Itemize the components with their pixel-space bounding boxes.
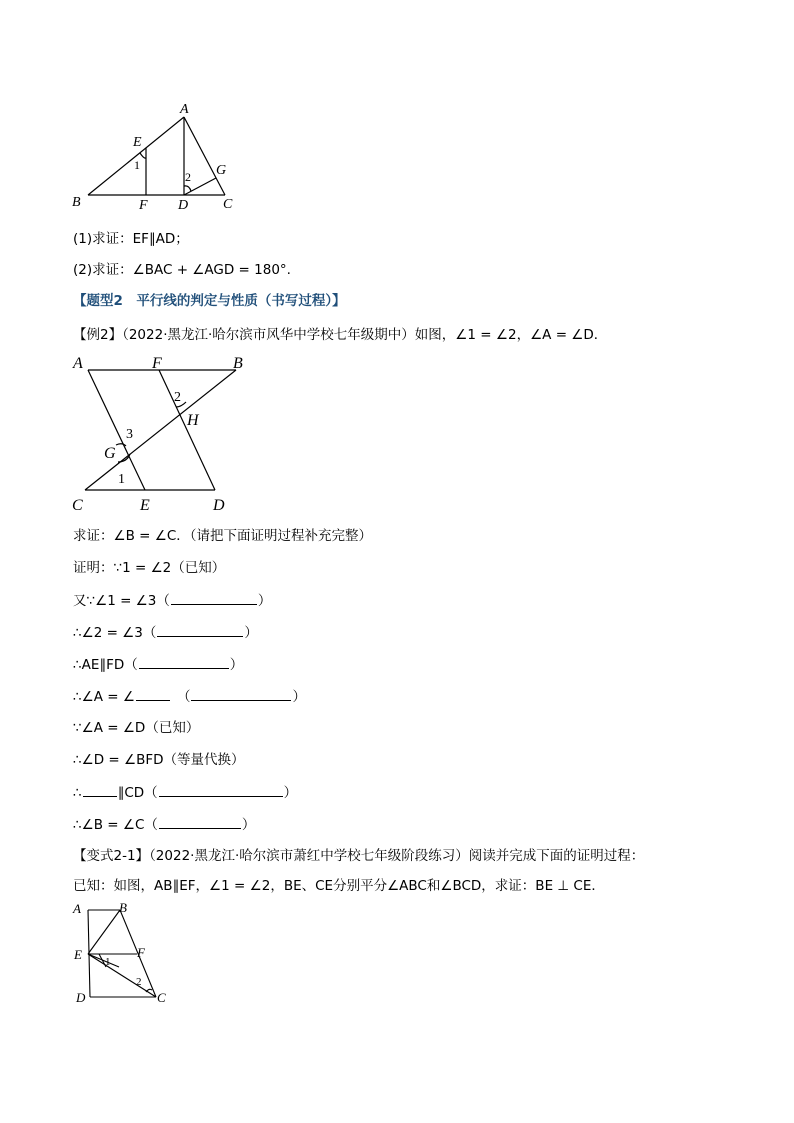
label-angle-2: 2 [136, 976, 142, 988]
proof-line-7: ∴∠D = ∠BFD（等量代换） [73, 752, 245, 768]
proof-line-2 [73, 591, 271, 610]
label-C: C [223, 197, 233, 212]
label-H: H [187, 412, 199, 429]
proof-line-2-close: ） [257, 593, 272, 609]
question-1: (1)求证：EF∥AD； [73, 231, 189, 247]
proof-line-5-close: ） [292, 689, 306, 705]
proof-line-4-text: ∴AE∥FD（ [73, 657, 138, 673]
answer-blank-4[interactable] [139, 655, 229, 669]
proof-line-8-close: ） [283, 785, 298, 801]
label-E: E [74, 947, 82, 962]
label-G: G [104, 445, 116, 462]
segment-be [88, 910, 120, 954]
angle-2-arc [146, 989, 152, 992]
label-A: A [73, 355, 83, 372]
proof-line-8-mid: ∥CD（ [117, 785, 158, 801]
segment-inner [88, 954, 119, 967]
label-angle-3: 3 [126, 427, 133, 442]
proof-line-9-text: ∴∠B = ∠C（ [73, 817, 158, 833]
variant-given: 已知：如图，AB∥EF，∠1 = ∠2，BE、CE分别平分∠ABC和∠BCD，求证：BE ⊥ CE． [73, 878, 605, 894]
proof-line-3 [73, 623, 258, 642]
label-angle-2: 2 [174, 390, 181, 405]
label-C: C [72, 497, 83, 514]
segment-ab [88, 117, 184, 195]
proof-line-8 [73, 783, 297, 802]
proof-line-5 [73, 687, 306, 706]
label-B: B [233, 355, 243, 372]
variant-source: （2022·黑龙江·哈尔滨市萧红中学校七年级阶段练习） [149, 848, 469, 864]
label-angle-1: 1 [134, 158, 140, 172]
answer-blank-3[interactable] [157, 623, 243, 637]
example-2-source: （2022·黑龙江·哈尔滨市风华中学校七年级期中） [122, 327, 415, 343]
answer-blank-8b[interactable] [159, 783, 283, 797]
segment-fd [159, 370, 215, 490]
label-angle-1: 1 [118, 472, 125, 487]
angle-1-arc [140, 153, 146, 158]
variant-tag: 【变式2-1】 [73, 848, 150, 864]
label-D: D [178, 198, 189, 213]
example-2-statement [73, 326, 607, 344]
label-F: F [139, 198, 148, 213]
proof-line-9 [73, 815, 255, 834]
example-2-text: 如图，∠1 = ∠2，∠A = ∠D． [414, 327, 608, 343]
label-D: D [213, 497, 225, 514]
angle-2-arc [184, 186, 191, 191]
proof-line-4 [73, 655, 243, 674]
proof-line-8-text: ∴ [73, 785, 82, 801]
answer-blank-5b[interactable] [191, 687, 291, 701]
segment-ae [88, 370, 145, 490]
question-2: (2)求证：∠BAC + ∠AGD = 180°. [73, 262, 291, 278]
label-F: F [152, 355, 162, 372]
section-title: 【题型2 平行线的判定与性质（书写过程）】 [73, 293, 346, 309]
answer-blank-5a[interactable] [136, 687, 170, 701]
proof-line-3-text: ∴∠2 = ∠3（ [73, 625, 157, 641]
proof-line-5-open: （ [176, 689, 191, 705]
segment-cb [85, 370, 236, 490]
figure-trapezoid [66, 896, 176, 1008]
label-E: E [140, 497, 150, 514]
answer-blank-9[interactable] [159, 815, 241, 829]
label-angle-1: 1 [105, 956, 111, 968]
segment-ec [88, 954, 156, 997]
variant-text: 阅读并完成下面的证明过程： [468, 848, 645, 864]
example-2-tag: 【例2】 [73, 327, 123, 343]
answer-blank-8a[interactable] [83, 783, 117, 797]
label-B: B [72, 195, 81, 210]
proof-line-4-close: ） [229, 657, 244, 673]
figure-triangle-abc [60, 98, 260, 216]
label-C: C [157, 990, 166, 1005]
label-A: A [73, 901, 81, 916]
proof-line-6: ∵∠A = ∠D（已知） [73, 720, 200, 736]
variant-statement [73, 847, 644, 865]
label-E: E [133, 135, 142, 150]
label-A: A [180, 102, 189, 117]
label-F: F [137, 945, 145, 960]
label-angle-2: 2 [185, 170, 191, 184]
figure-parallel-lines [60, 350, 260, 515]
label-D: D [76, 990, 86, 1005]
answer-blank-2[interactable] [171, 591, 257, 605]
proof-line-3-close: ） [244, 625, 258, 641]
proof-line-2-text: 又∵∠1 = ∠3（ [73, 593, 170, 609]
proof-line-9-close: ） [241, 817, 256, 833]
proof-line-1: 证明：∵1 = ∠2（已知） [73, 560, 226, 576]
label-G: G [216, 163, 227, 178]
prove-statement: 求证：∠B = ∠C．（请把下面证明过程补充完整） [73, 528, 373, 544]
proof-line-5-text: ∴∠A = ∠ [73, 689, 135, 705]
label-B: B [119, 900, 127, 915]
